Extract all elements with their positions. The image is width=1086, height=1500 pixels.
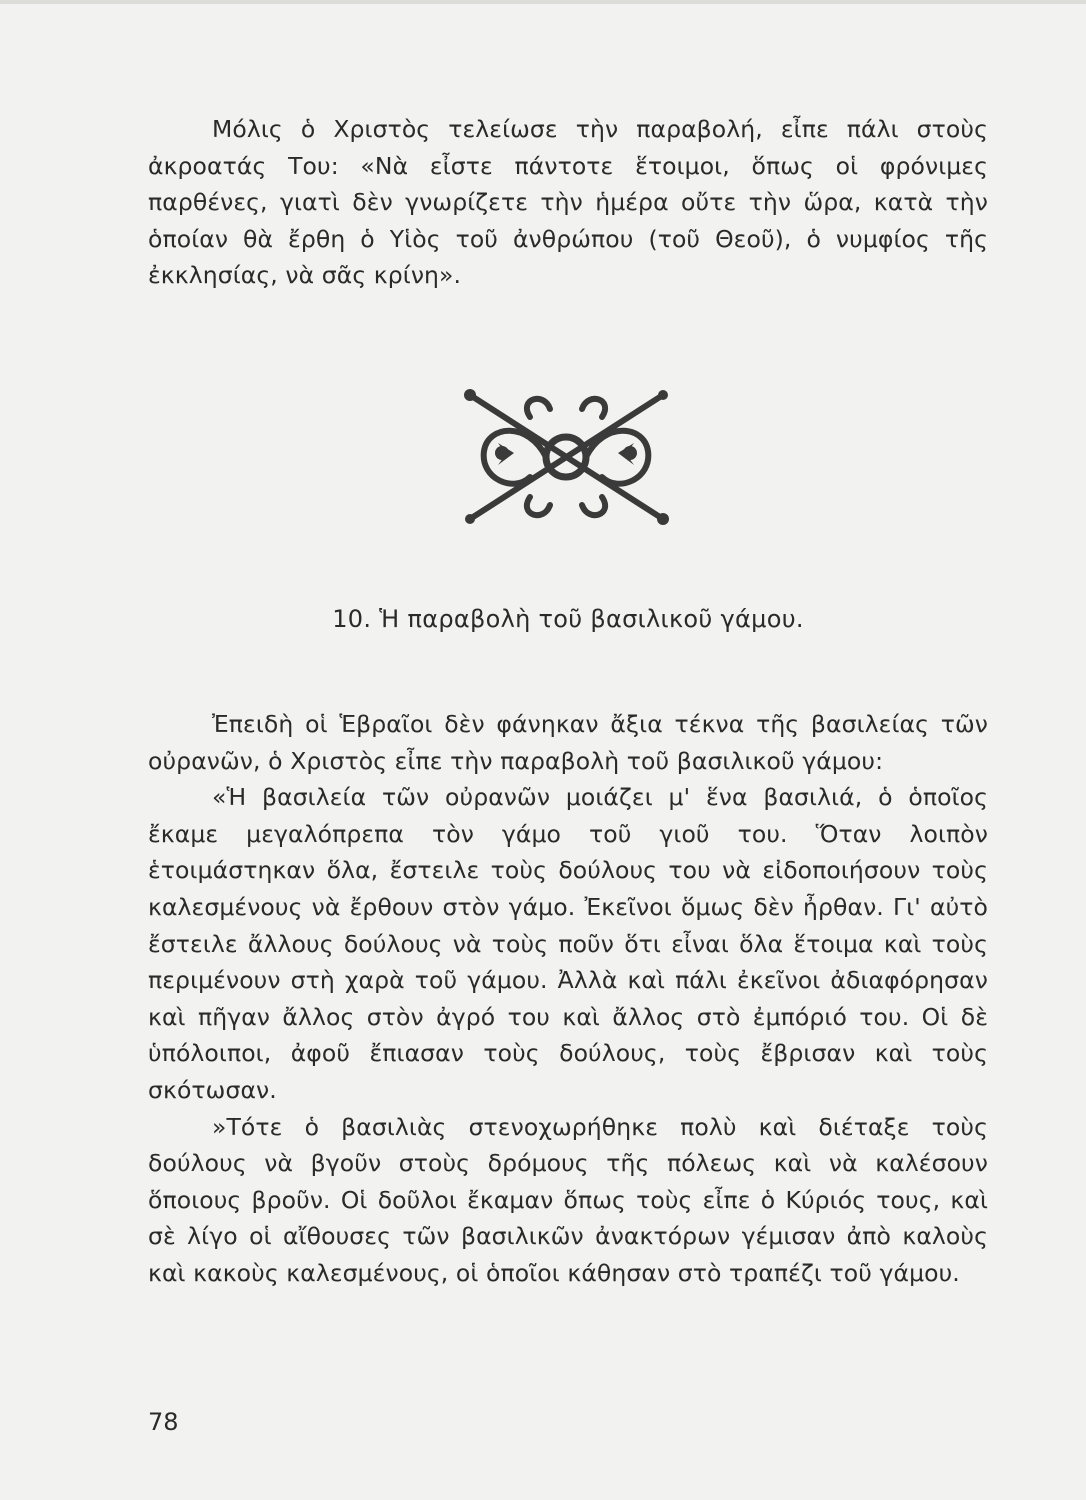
ornament-icon [458, 381, 678, 531]
text-block-parable [148, 706, 988, 1292]
section-heading: 10. Ἡ παραβολὴ τοῦ βασιλικοῦ γάμου. [332, 605, 804, 633]
paragraph-parable-continuation: »Τότε ὁ βασιλιὰς στενοχωρήθηκε πολὺ καὶ διέταξε τοὺς δούλους νὰ βγοῦν στοὺς δρόμους τῆς πόλεως καὶ νὰ καλέσουν ὅποιους βροῦν. Οἱ δοῦλοι ἔκαμαν ὅπως τοὺς εἶπε ὁ Κύριός τους, καὶ σὲ λίγο οἱ αἴθουσες τῶν βασιλικῶν ἀνακτόρων γέμισαν ἀπὸ καλοὺς καὶ κακοὺς καλεσμένους, οἱ ὁποῖοι κάθησαν στὸ τραπέζι τοῦ γάμου. [148, 1112, 988, 1287]
paragraph-parable-intro: Ἐπειδὴ οἱ Ἑβραῖοι δὲν φάνηκαν ἄξια τέκνα τῆς βασιλείας τῶν οὐρανῶν, ὁ Χριστὸς εἶπε τὴν παραβολὴ τοῦ βασιλικοῦ γάμου: [148, 710, 988, 775]
paragraph-intro: Μόλις ὁ Χριστὸς τελείωσε τὴν παραβολή, εἶπε πάλι στοὺς ἀκροατάς Του: «Νὰ εἶστε πάντοτε ἕτοιμοι, ὅπως οἱ φρόνιμες παρθένες, γιατὶ δὲν γνωρίζετε τὴν ἡμέρα οὔτε τὴν ὥρα, κατὰ τὴν ὁποίαν θὰ ἔρθη ὁ Υἱὸς τοῦ ἀνθρώπου (τοῦ Θεοῦ), ὁ νυμφίος τῆς ἐκκλησίας, νὰ σᾶς κρίνη». [148, 115, 988, 290]
paragraph-parable-story: «Ἡ βασιλεία τῶν οὐρανῶν μοιάζει μ' ἕνα βασιλιά, ὁ ὁποῖος ἔκαμε μεγαλόπρεπα τὸν γάμο τοῦ γιοῦ του. Ὅταν λοιπὸν ἑτοιμάστηκαν ὅλα, ἔστειλε τοὺς δούλους του νὰ εἰδοποιήσουν τοὺς καλεσμένους νὰ ἔρθουν στὸν γάμο. Ἐκεῖνοι ὅμως δὲν ἦρθαν. Γι' αὐτὸ ἔστειλε ἄλλους δούλους νὰ τοὺς ποῦν ὅτι εἶναι ὅλα ἕτοιμα καὶ τοὺς περιμένουν στὴ χαρὰ τοῦ γάμου. Ἀλλὰ καὶ πάλι ἐκεῖνοι ἀδιαφόρησαν καὶ πῆγαν ἄλλος στὸν ἀγρό του καὶ ἄλλος στὸ ἐμπόριό του. Οἱ δὲ ὑπόλοιποι, ἀφοῦ ἔπιασαν τοὺς δούλους, τοὺς ἔβρισαν καὶ τοὺς σκότωσαν. [148, 783, 988, 1104]
page-number: 78 [148, 1408, 179, 1436]
text-block-intro [148, 111, 988, 294]
page-top-edge [0, 0, 1086, 4]
